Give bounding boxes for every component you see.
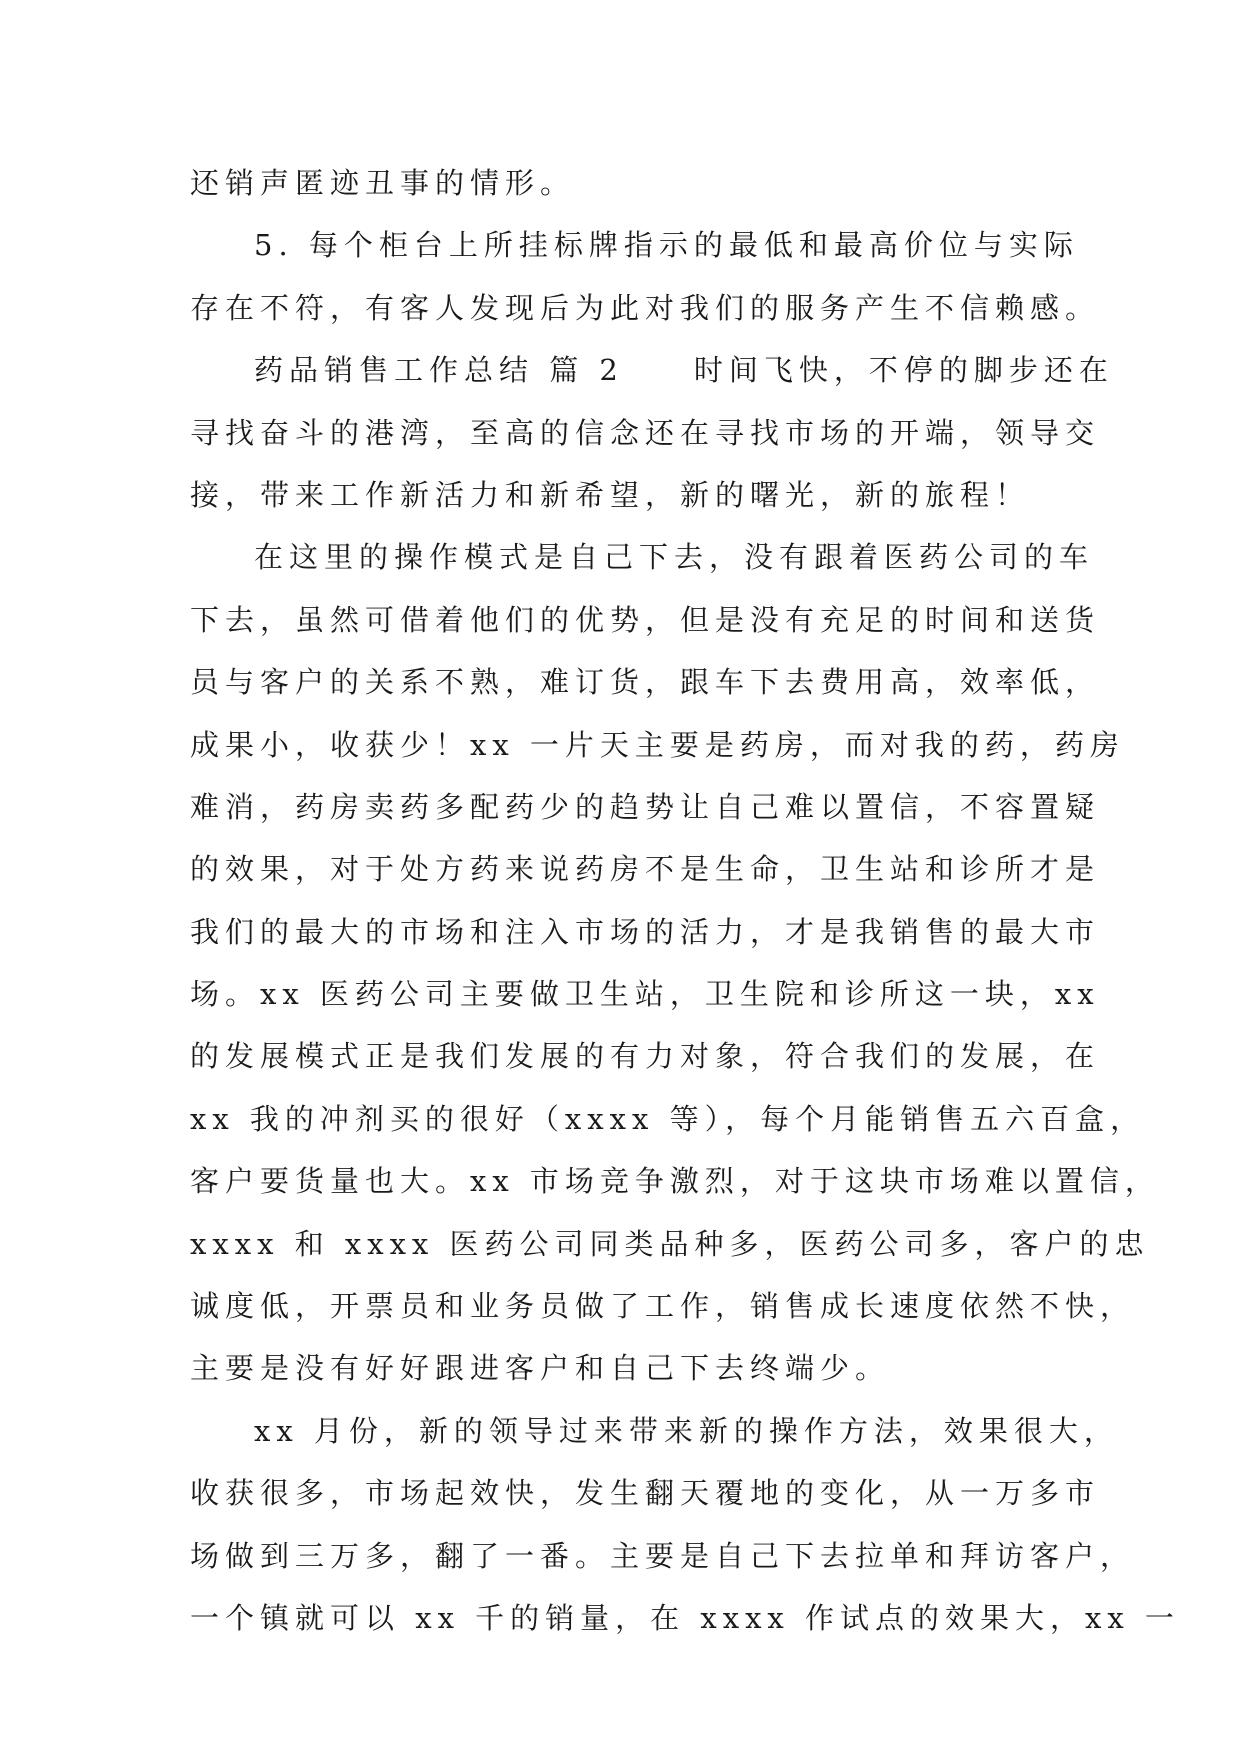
text-line: 场做到三万多，翻了一番。主要是自己下去拉单和拜访客户， (190, 1538, 1136, 1573)
text-line: 的发展模式正是我们发展的有力对象，符合我们的发展，在 (190, 1039, 1101, 1074)
text-line: 在这里的操作模式是自己下去，没有跟着医药公司的车 (254, 540, 1095, 575)
section-heading-line: 药品销售工作总结 篇 2 时间飞快，不停的脚步还在 (254, 353, 1114, 388)
text-line: xx 我的冲剂买的很好（xxxx 等），每个月能销售五六百盒， (190, 1101, 1146, 1136)
text-line: xx 月份，新的领导过来带来新的操作方法，效果很大， (254, 1413, 1119, 1448)
text-line: 难消，药房卖药多配药少的趋势让自己难以置信，不容置疑 (190, 789, 1101, 824)
text-line: 收获很多，市场起效快，发生翻天覆地的变化，从一万多市 (190, 1476, 1101, 1511)
text-line: 寻找奋斗的港湾，至高的信念还在寻找市场的开端，领导交 (190, 415, 1101, 450)
document-body (190, 152, 1180, 1649)
text-line: 员与客户的关系不熟，难订货，跟车下去费用高，效率低， (190, 665, 1101, 700)
text-line: xxxx 和 xxxx 医药公司同类品种多，医药公司多，客户的忠 (190, 1226, 1150, 1261)
text-line: 诚度低，开票员和业务员做了工作，销售成长速度依然不快， (190, 1289, 1136, 1324)
text-line: 场。xx 医药公司主要做卫生站，卫生院和诊所这一块，xx (190, 977, 1100, 1012)
text-line: 接，带来工作新活力和新希望，新的曙光，新的旅程！ (190, 477, 1031, 512)
text-line: 还销声匿迹丑事的情形。 (190, 166, 576, 200)
text-line: 的效果，对于处方药来说药房不是生命，卫生站和诊所才是 (190, 852, 1101, 887)
text-line: 存在不符，有客人发现后为此对我们的服务产生不信赖感。 (190, 290, 1101, 325)
text-line: 一个镇就可以 xx 千的销量，在 xxxx 作试点的效果大，xx 一 (190, 1600, 1180, 1635)
text-line: 成果小，收获少！xx 一片天主要是药房，而对我的药，药房 (190, 727, 1125, 762)
text-line: 客户要货量也大。xx 市场竞争激烈，对于这块市场难以置信， (190, 1164, 1160, 1199)
text-line: 下去，虽然可借着他们的优势，但是没有充足的时间和送货 (190, 602, 1101, 637)
text-line: 我们的最大的市场和注入市场的活力，才是我销售的最大市 (190, 914, 1101, 949)
text-line: 主要是没有好好跟进客户和自己下去终端少。 (190, 1351, 891, 1386)
text-line: 5. 每个柜台上所挂标牌指示的最低和最高价位与实际 (254, 228, 1079, 263)
